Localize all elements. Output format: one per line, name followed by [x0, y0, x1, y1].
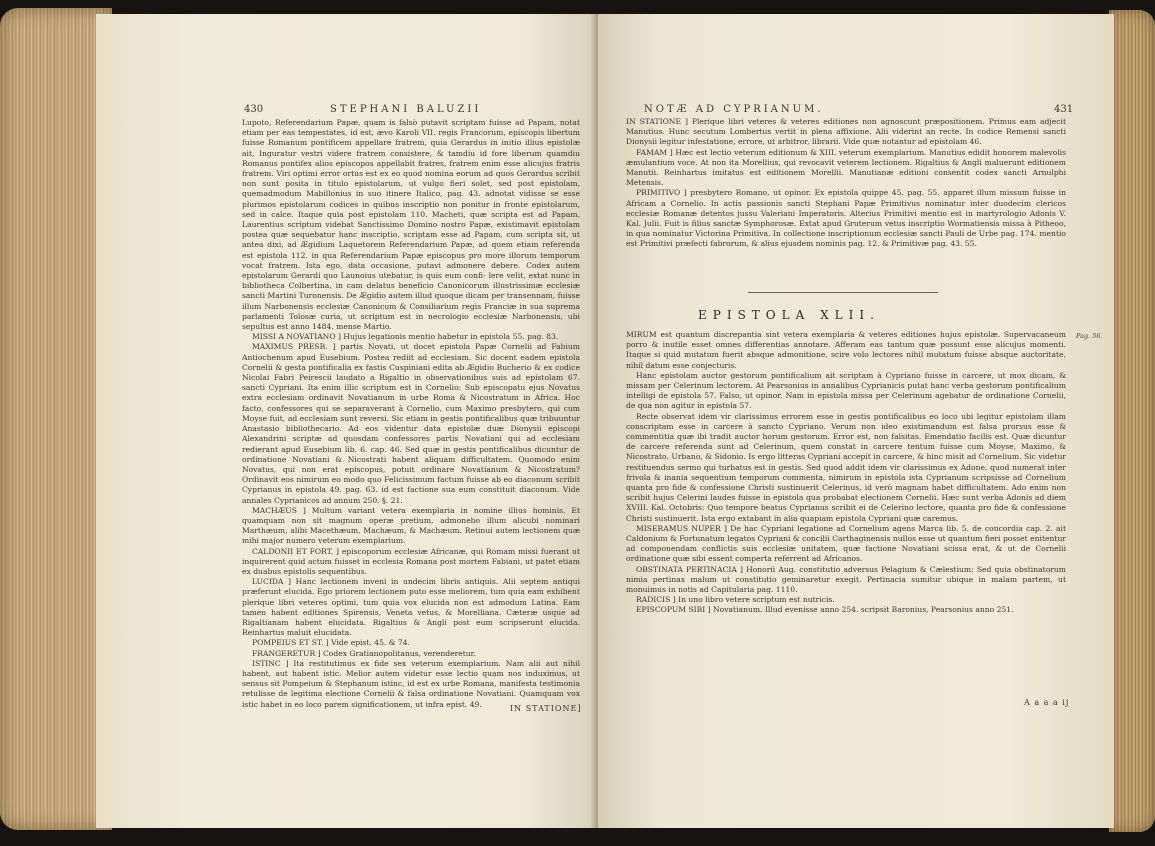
margin-note: Pag. 56.	[1076, 332, 1103, 340]
right-paragraph: MIRUM est quantum discrepantia sint vetera exemplaria & veteres editiones hujus epistolæ. Supervacaneum porro & inutile esset omnes differentias annotare. Afferam eas tantum quæ possunt esse alicujus momenti. Itaque si quid mutatum fuerit absque admonitione, scire volo lectores nihil mutatum fuisse absque auctoritate, nihil datum esse conjecturis.	[626, 330, 1066, 370]
right-page-number: 431	[1054, 104, 1074, 115]
left-paragraph: Lupoto, Referendarium Papæ, quam is falsò putavit scriptam fuisse ad Papam, notat etiam per eas tempestates, id est, ævo Karoli VII. regis Francorum, episcopis libertum fuisse Romanum pontificem appellare fratrem, quia Gerardus in initio illius epistolæ ait, Inguratur vestri videre fratrem consistere, & tamdiu id fore liberum quamdiu Romanus pontifex alios episcopos appellabit fratres, fratrem enim esse alicujus fratris fratrem. Viri optimi error ortus est ex eo quod nomina eorum ad quos Gerardus scribit non sunt posita in titulo epistolarum, ut vulgo fieri solet, sed post epistolam, quemadmodum Mabillonius in suo itinere Italico, pag. 43. adnotat vidisse se esse plurimos epistolarum codices in quibus inscriptio non ponitur in fronte epistolarum, sed in calce. Itaque quia post epistolam 110. Macheti, quæ scripta est ad Papam, Laurentius scriptum videbat Sanctissimo Domino nostro Papæ, existimavit epistolam postea quæ sequebatur hanc inscriptio, scriptam esse ad Papam, cum scripta sit, ut antea dixi, ad Ægidium Laquetorem Referendarium Papæ, ad quem etiam referenda est epistola 112. in qua Referendarium Papæ episcopus pro more illorum temporum vocat fratrem. Ista ego, data occasione, putavi admonere debere. Codex autem epistolarum Gerardi quo Launoius utebatur, is quis eum confi- lere velit, extat nunc in bibliotheca Colbertina, in cam delatus beneficio Canonicorum illustrissimæ ecclesiæ sancti Martini Turonensis. De Ægidio autem illud quoque dicam per transennam, fuisse illum Narbonensis ecclesiæ Canonicum & Consiliarium regis Franciæ in sua suprema parlamenti Tolosæ curia, ut scriptum est in necrologio ecclesiæ Narbonensis, ubi sepultus est anno 1484. mense Martio.	[242, 118, 580, 332]
left-running-head: STEPHANI BALUZII	[330, 104, 482, 115]
left-paragraph: FRANGERETUR ] Codex Gratianopolitanus, verenderetur.	[252, 648, 476, 658]
right-paragraph: EPISCOPUM SIBI ] Novatianum. Illud evenisse anno 254. scripsit Baronius, Pearsonius anno 251.	[636, 605, 1014, 615]
left-page-number: 430	[244, 104, 264, 115]
left-paragraph: CALDONII ET FORT. ] episcoporum ecclesiæ Africanæ, qui Romam missi fuerant ut inquirerent quid actum fuisset in ecclesia Romana post mortem Fabiani, ut patet etiam ex duabus epistolis sequentibus.	[242, 546, 580, 576]
right-page-top-text	[626, 117, 1066, 250]
right-paragraph: Recte observat idem vir clarissimus errorem esse in gestis pontificalibus eo loco ubi legitur epistolam illam conscriptam esse in carcere à sancto Cypriano. Verum non ideo existimandum est falsa prorsus esse & commentitia quæ ibi tradit auctor horum gestorum. Error est, non falsitas. Emendatio facilis est. Quæ dicuntur de carcere referenda sunt ad Celerinum, quem constat in carcere tentum fuisse cum Moyse, Maximo, & Nicostrato, Urbano, & Sidonio. Is ergo litteras Cypriani accepit in carcere, & hinc misit ad Cornelium. Sic videtur restituendus sermo qui turbatus est in gestis. Sed quod addit idem vir clarissimus ex Adone, quod numerat inter frivola & inania sequentium temporum commenta, nimirum in epistola ista Cyprianum scripsisse ad Cornelium quanta pro fide & confessione Christi sustinuerit Celerinus, id verò magnam habet difficultatem. Ado enim non scribit hujus Celerini laudes fuisse in epistola qua probabat electionem Cornelii. Hæc sunt verba Adonis ad diem XVIII. Kal. Octobris: Quo tempore beatus Cyprianus scribit ei de Celerino lectore, quanta pro fide & confessione Christi sustinuerit. Ista ergo extabant in alia quapiam epistola Cypriani quæ caremus.	[626, 411, 1066, 523]
left-paragraph: LUCIDA ] Hanc lectionem inveni in undecim libris antiquis. Alii septem antiqui præferunt elucida. Ego priorem lectionem puto esse meliorem, tum quia eam exhibent plerique libri veteres optimi, tum quia vox elucida non est admodum Latina. Eam tamen habent editiones Spirensis, Veneta vetus, & Morelliana. Cæteræ usque ad Rigaltianam habent elucidata. Rigaltius & Angli post eum scripserunt elucida. Reinhartus maluit elucidata.	[242, 577, 580, 638]
epistola-title: EPISTOLA XLII.	[698, 308, 880, 322]
right-running-head: NOTÆ AD CYPRIANUM.	[644, 104, 824, 115]
left-paragraph: ISTINC ] Ita restitutimus ex fide sex veterum exemplarium. Nam alii aut nihil habent, aut habent istic. Melior autem videtur esse lectio quam nos induximus, ut sensus sit Pompeium & Stephanum istinc, id est ex urbe Romana, manifesta testimonia retulisse de legitima electione Cornelii & falsa ordinatione Novatiani. Quamquam vox istic habet in eo loco parem significationem, ut infra epist. 49.	[242, 658, 580, 709]
left-paragraph: POMPEIUS ET ST. ] Vide epist. 45. & 74.	[252, 638, 411, 648]
right-paragraph: IN STATIONE ] Plerique libri veteres & veteres editiones non agnoscunt præpositionem. Primus eam adjecit Manutius. Hunc secutum Lombertus vertit in plena affixione. Alii viderint an recte. In codice Remensi sancti Dionysii legitur infestatione, errore, ut arbitror, librarii. Vide quæ notantur ad epistolam 46.	[626, 117, 1066, 147]
right-paragraph: RADICIS ] In uno libro vetere scriptum est nutricis.	[636, 595, 835, 605]
right-paragraph: OBSTINATA PERTINACIA ] Honorii Aug. constitutio adversus Pelagium & Cælestium: Sed quia obstinatorum nimia pertinax malum ut constitutio geminaretur exegit. Pertinacia sumitur ubique in malam partem, ut monuimus in notis ad Capitularia pag. 1110.	[626, 564, 1066, 595]
left-paragraph: MAXIMUS PRESB. ] partis Novati, ut docet epistola Papæ Cornelii ad Fabium Antiochenum apud Eusebium. Postea rediit ad ecclesiam. Sic docent eadem epistola Cornelii & gesta pontificalia ex fastis Cuspiniani edita ab Ægidio Bucherio & ex codice Nicolai Fabri Peirescii laudato a Rigaltio in observationibus suis ad epistolam 67. sancti Cypriani. Ita enim illic scriptum est in Cornelio: Sub episcopatu ejus Novatus extra ecclesiam ordinavit Novatianum in urbe Roma & Nicostratum in Africa. Hoc facto, confessores qui se separaverant à Cornelio, cum Maximo presbytero, qui cum Moyse fuit, ad ecclesiam sunt reversi. Sic etiam in gestis pontificalibus quæ tribuuntur Anastasio bibliothecario. Ad eos videntur data epistolæ duæ Dionysii episcopi Alexandrini scriptæ ad quosdam confessores partis Novatiani qui ad ecclesiam redierant apud Eusebium lib. 6. cap. 46. Sed quæ in gestis pontificalibus dicuntur de ordinatione Novatiani & Nicostrati habent aliquam difficultatem. Quomodo enim Novatus, qui non erat episcopus, potuit ordinare Novatianum & Nicostratum? Ordinavit eos nimirum eo modo quo Felicissimum factum fuisse ab eo diaconum scribit Cyprianus in epistola 49. pag. 63. id est factione sua eum constituit diaconum. Vide annales Cyprianicos ad annum 250. §. 21.	[242, 342, 580, 505]
right-page	[598, 14, 1114, 828]
signature-mark: A a a a ij	[1024, 698, 1070, 707]
left-page-text	[242, 118, 580, 710]
right-paragraph: FAMAM ] Hæc est lectio veterum editionum & XIII. veterum exemplarium. Manutius edidit honorem malevolis æmulantium voce. At non ita Morellius, qui revocavit veterem lectionem. Rigaltius & Angli maluerunt editionem Manutii. Reinhartus imitatus est editionem Morellii. Manutianæ editioni consentit codex sancti Arnulphi Metensis.	[626, 147, 1066, 188]
right-paragraph: PRIMITIVO ] presbytero Romano, ut opinor. Ex epistola quippe 45. pag. 55. apparet illum missum fuisse in Africam a Cornelio. In actis passionis sancti Stephani Papæ Primitivus nominatur inter duodecim clericos ecclesiæ Romanæ detentos jussu Valeriani Imperatoris. Alterius Primitivi mentio est in martyrologio Adonis V. Kal. Julii. Fuit is filius sanctæ Symphorosæ. Extat apud Gruterum vetus inscriptio Wormatiensis missa à Pitheoo, in qua nominatur Victorina Primitiva. In collectione inscriptionum ecclesiæ sancti Pauli de Urbe pag. 174. mentio est Primitivi præfecti fabrorum, & alius ejusdem nominis pag. 12. & Primitivæ pag. 43. 55.	[626, 188, 1066, 249]
right-page-bottom-text	[626, 330, 1066, 616]
left-page	[96, 14, 598, 828]
section-rule	[748, 292, 938, 293]
right-paragraph: MISERAMUS NUPER ] De hac Cypriani legatione ad Cornelium agens Marca lib. 5. de concordia cap. 2. ait Caldonium & Fortunatum legatos Cypriani & concilii Carthaginensis nullos esse ut quantum fieri posset enitentur ad componendam conflictis suis ecclesiæ unitatem, quæ factione Novatiani scissa erat, & ut de Cornelii ordinatione quæ sibi essent comperta referrent ad Africanos.	[626, 523, 1066, 564]
left-catchword: IN STATIONE]	[510, 704, 582, 713]
right-page-edges	[1109, 10, 1155, 832]
left-paragraph: MACHÆUS ] Multum variant vetera exemplaria in nomine illius hominis. Et quamquam non sit magnum operæ pretium, admonebo illum alicubi nominari Marthæum, alibi Macethæum, Machæum, & Machæum. Retinui autem lectionem quæ mihi major numero veterum exemplarium.	[242, 505, 580, 546]
right-paragraph: Hanc epistolam auctor gestorum pontificalium ait scriptam à Cypriano fuisse in carcere, ut mox dicam, & missam per Celerinum lectorem. At Pearsonius in annalibus Cyprianicis putat hanc verba gestorum pontificalium intelligi de epistola 57. Falso, ut opinor. Nam in epistola missa per Celerinum agebatur de ordinatione Cornelii, de qua non agitur in epistola 57.	[626, 370, 1066, 411]
left-paragraph: MISSI A NOVATIANO ] Hujus legationis mentio habetur in epistola 55. pag. 83.	[252, 332, 559, 342]
